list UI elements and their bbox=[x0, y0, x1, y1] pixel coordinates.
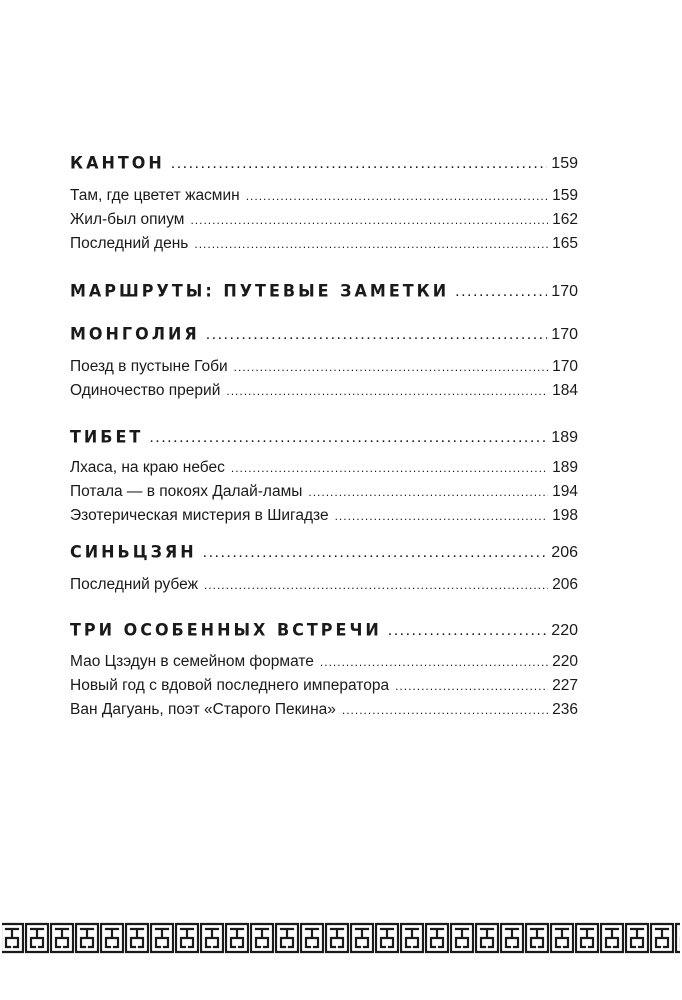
page-number: 165 bbox=[552, 235, 578, 252]
entry-title: Поезд в пустыне Гоби bbox=[70, 358, 228, 375]
dot-leader bbox=[308, 485, 548, 499]
entry-title: Последний день bbox=[70, 235, 189, 252]
dot-leader bbox=[455, 283, 547, 301]
page-number: 220 bbox=[551, 622, 578, 639]
dot-leader bbox=[342, 703, 548, 717]
toc-entry[interactable] bbox=[70, 211, 578, 229]
toc-entry[interactable] bbox=[70, 701, 578, 719]
page-number: 227 bbox=[552, 677, 578, 694]
dot-leader bbox=[194, 237, 548, 251]
dot-leader bbox=[149, 429, 547, 447]
page-number: 170 bbox=[551, 326, 578, 343]
entry-title: Лхаса, на краю небес bbox=[70, 459, 225, 476]
chapter-title: КАНТОН bbox=[70, 152, 165, 173]
page-number: 206 bbox=[551, 544, 578, 561]
toc-chapter[interactable] bbox=[70, 324, 578, 344]
page-number: 194 bbox=[552, 483, 578, 500]
page-number: 170 bbox=[551, 283, 578, 300]
entry-title: Там, где цветет жасмин bbox=[70, 187, 240, 204]
page-number: 159 bbox=[551, 155, 578, 172]
page-number: 236 bbox=[552, 701, 578, 718]
dot-leader bbox=[395, 679, 548, 693]
dot-leader bbox=[204, 578, 548, 592]
toc-entry[interactable] bbox=[70, 382, 578, 400]
entry-title: Одиночество прерий bbox=[70, 382, 221, 399]
border-pattern bbox=[2, 918, 680, 958]
page-number: 159 bbox=[552, 187, 578, 204]
toc-chapter[interactable] bbox=[70, 620, 578, 640]
page-number: 189 bbox=[552, 459, 578, 476]
toc-entry[interactable] bbox=[70, 358, 578, 376]
toc-entry[interactable] bbox=[70, 677, 578, 695]
chapter-title: МАРШРУТЫ: ПУТЕВЫЕ ЗАМЕТКИ bbox=[70, 280, 450, 301]
dot-leader bbox=[234, 360, 548, 374]
dot-leader bbox=[190, 213, 548, 227]
toc-chapter[interactable] bbox=[70, 281, 578, 301]
page-number: 162 bbox=[552, 211, 578, 228]
chapter-title: ТИБЕТ bbox=[70, 426, 144, 447]
page-number: 184 bbox=[552, 382, 578, 399]
dot-leader bbox=[206, 326, 548, 344]
toc-entry[interactable] bbox=[70, 507, 578, 525]
page-number: 198 bbox=[552, 507, 578, 524]
entry-title: Эзотерическая мистерия в Шигадзе bbox=[70, 507, 329, 524]
ornamental-border bbox=[0, 918, 682, 958]
dot-leader bbox=[335, 509, 549, 523]
dot-leader bbox=[203, 544, 548, 562]
entry-title: Новый год с вдовой последнего императора bbox=[70, 677, 390, 694]
dot-leader bbox=[231, 461, 548, 475]
page-number: 206 bbox=[552, 576, 578, 593]
dot-leader bbox=[320, 655, 548, 669]
toc-entry[interactable] bbox=[70, 235, 578, 253]
toc-entry[interactable] bbox=[70, 187, 578, 205]
dot-leader bbox=[246, 189, 548, 203]
chapter-title: МОНГОЛИЯ bbox=[70, 323, 200, 344]
toc-chapter[interactable] bbox=[70, 542, 578, 562]
chapter-title: ТРИ ОСОБЕННЫХ ВСТРЕЧИ bbox=[70, 619, 382, 640]
dot-leader bbox=[171, 155, 548, 173]
dot-leader bbox=[226, 384, 548, 398]
page-number: 220 bbox=[552, 653, 578, 670]
dot-leader bbox=[388, 622, 548, 640]
page-number: 170 bbox=[552, 358, 578, 375]
chapter-title: СИНЬЦЗЯН bbox=[70, 541, 197, 562]
toc-chapter[interactable] bbox=[70, 153, 578, 173]
entry-title: Жил-был опиум bbox=[70, 211, 185, 228]
entry-title: Последний рубеж bbox=[70, 576, 198, 593]
toc-entry[interactable] bbox=[70, 459, 578, 477]
toc-entry[interactable] bbox=[70, 483, 578, 501]
toc-entry[interactable] bbox=[70, 653, 578, 671]
entry-title: Потала — в покоях Далай-ламы bbox=[70, 483, 303, 500]
entry-title: Мао Цзэдун в семейном формате bbox=[70, 653, 314, 670]
toc-entry[interactable] bbox=[70, 576, 578, 594]
page-number: 189 bbox=[551, 429, 578, 446]
entry-title: Ван Дагуань, поэт «Старого Пекина» bbox=[70, 701, 336, 718]
toc-chapter[interactable] bbox=[70, 427, 578, 447]
